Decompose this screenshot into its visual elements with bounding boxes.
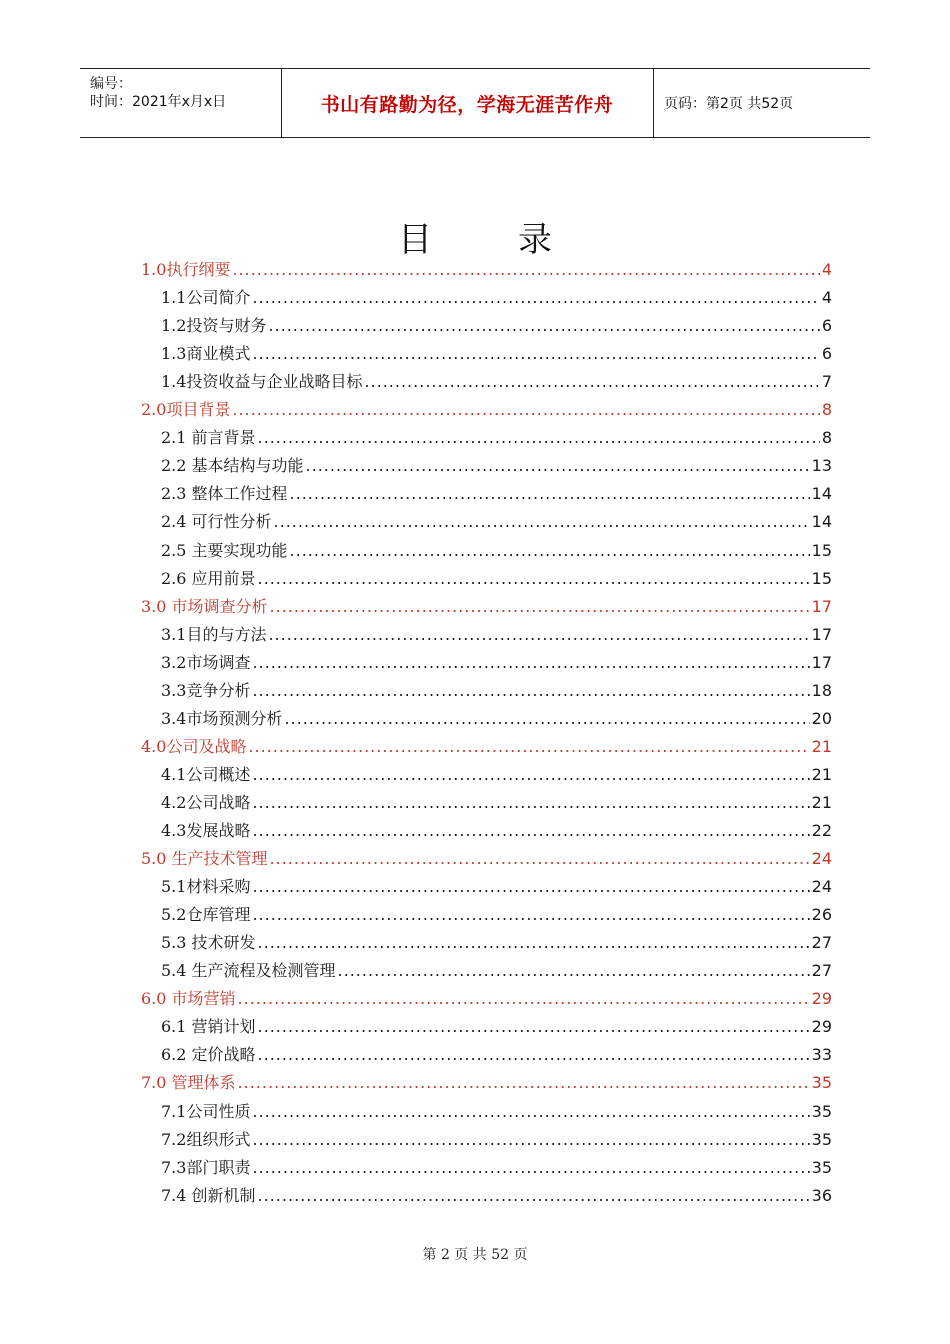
toc-leader-dots: [238, 985, 810, 1013]
toc-entry-subsection[interactable]: [161, 508, 832, 536]
toc-entry-label: 7.0 管理体系: [141, 1073, 236, 1093]
toc-leader-dots: [290, 480, 810, 508]
toc-leader-dots: [252, 1154, 809, 1182]
header-motto-cell: [281, 69, 654, 137]
toc-entry-label: 1.0执行纲要: [141, 260, 231, 279]
toc-entry-page: 35: [811, 1129, 832, 1149]
toc-entry-subsection[interactable]: [161, 1013, 832, 1041]
toc-leader-dots: [248, 733, 809, 761]
toc-entry-page: 14: [811, 484, 832, 504]
toc-entry-label: 2.1 前言背景: [161, 428, 256, 448]
toc-entry-subsection[interactable]: [161, 1126, 832, 1154]
toc-entry-subsection[interactable]: [161, 677, 832, 705]
toc-entry-section[interactable]: [141, 985, 832, 1013]
toc-entry-subsection[interactable]: [161, 312, 832, 340]
toc-entry-label: 2.5 主要实现功能: [161, 540, 288, 560]
toc-entry-page: 4: [821, 288, 832, 308]
toc-entry-page: 15: [811, 568, 832, 588]
page-label: 页码：第2页 共52页: [664, 96, 794, 112]
toc-entry-page: 8: [821, 400, 832, 420]
toc-leader-dots: [290, 537, 810, 565]
toc-leader-dots: [364, 368, 819, 396]
toc-leader-dots: [268, 621, 809, 649]
toc-entry-page: 35: [811, 1157, 832, 1177]
motto: 书山有路勤为径，学海无涯苦作舟: [320, 93, 614, 116]
toc-entry-subsection[interactable]: [161, 957, 832, 985]
header-meta-cell: [80, 69, 282, 137]
toc-entry-subsection[interactable]: [161, 1041, 832, 1069]
number-label: 编号：: [90, 76, 132, 92]
toc-entry-label: 5.0 生产技术管理: [141, 849, 268, 869]
toc-entry-page: 24: [811, 877, 832, 897]
toc-entry-section[interactable]: [141, 845, 832, 873]
toc-entry-label: 2.2 基本结构与功能: [161, 456, 304, 476]
toc-entry-page: 24: [811, 849, 832, 869]
toc-entry-page: 15: [811, 540, 832, 560]
document-header: [80, 68, 870, 138]
toc-entry-subsection[interactable]: [161, 1182, 832, 1210]
toc-entry-subsection[interactable]: [161, 340, 832, 368]
toc-leader-dots: [270, 845, 810, 873]
toc-entry-page: 8: [821, 428, 832, 448]
toc-leader-dots: [252, 284, 819, 312]
toc-entry-page: 6: [821, 316, 832, 336]
toc-leader-dots: [270, 593, 810, 621]
toc-entry-label: 1.4投资收益与企业战略目标: [161, 372, 363, 392]
toc-entry-subsection[interactable]: [161, 901, 832, 929]
toc-leader-dots: [252, 789, 809, 817]
toc-entry-page: 26: [811, 905, 832, 925]
toc-entry-page: 21: [811, 764, 832, 784]
toc-leader-dots: [252, 677, 809, 705]
header-page-cell: [654, 69, 870, 137]
toc-leader-dots: [258, 929, 810, 957]
toc-entry-label: 6.1 营销计划: [161, 1017, 256, 1037]
toc-entry-page: 14: [811, 512, 832, 532]
time-label: 时间：2021年x月x日: [90, 94, 227, 110]
toc-entry-section[interactable]: [141, 733, 832, 761]
toc-leader-dots: [252, 1098, 809, 1126]
page-footer: 第 2 页 共 52 页: [422, 1247, 528, 1263]
toc-entry-page: 18: [811, 680, 832, 700]
toc-leader-dots: [338, 957, 810, 985]
toc-entry-label: 6.2 定价战略: [161, 1045, 256, 1065]
toc-entry-page: 33: [811, 1045, 832, 1065]
toc-entry-section[interactable]: [141, 256, 832, 284]
toc-entry-subsection[interactable]: [161, 649, 832, 677]
toc-entry-label: 4.2公司战略: [161, 792, 251, 812]
toc-entry-label: 7.3部门职责: [161, 1157, 251, 1177]
toc-leader-dots: [258, 1041, 810, 1069]
toc-entry-label: 5.2仓库管理: [161, 905, 251, 925]
toc-entry-label: 3.2市场调查: [161, 652, 251, 672]
toc-entry-page: 17: [811, 624, 832, 644]
toc-entry-label: 1.1公司简介: [161, 288, 251, 308]
toc-leader-dots: [232, 396, 819, 424]
toc-entry-label: 7.1公司性质: [161, 1101, 251, 1121]
toc-leader-dots: [238, 1069, 810, 1097]
toc-entry-page: 35: [811, 1073, 832, 1093]
toc-leader-dots: [252, 873, 809, 901]
toc-entry-label: 7.4 创新机制: [161, 1185, 256, 1205]
toc-leader-dots: [258, 1013, 810, 1041]
toc-entry-page: 35: [811, 1101, 832, 1121]
toc-entry-subsection[interactable]: [161, 705, 832, 733]
toc-entry-subsection[interactable]: [161, 761, 832, 789]
toc-entry-subsection[interactable]: [161, 789, 832, 817]
toc-entry-label: 3.0 市场调查分析: [141, 596, 268, 616]
toc-leader-dots: [252, 1126, 809, 1154]
toc-entry-page: 29: [811, 989, 832, 1009]
toc-entry-page: 4: [821, 260, 832, 279]
toc-entry-section[interactable]: [141, 1069, 832, 1097]
toc-entry-subsection[interactable]: [161, 368, 832, 396]
toc-entry-subsection[interactable]: [161, 424, 832, 452]
toc-leader-dots: [252, 761, 809, 789]
toc-entry-page: 6: [821, 344, 832, 364]
toc-leader-dots: [232, 256, 819, 284]
toc-entry-subsection[interactable]: [161, 817, 832, 845]
toc-entry-label: 5.3 技术研发: [161, 933, 256, 953]
toc-entry-label: 2.0项目背景: [141, 400, 231, 420]
toc-entry-subsection[interactable]: [161, 537, 832, 565]
toc-entry-subsection[interactable]: [161, 480, 832, 508]
toc-entry-page: 17: [811, 596, 832, 616]
toc-entry-subsection[interactable]: [161, 284, 832, 312]
toc-entry-page: 21: [811, 792, 832, 812]
toc-entry-label: 3.3竞争分析: [161, 680, 251, 700]
toc-entry-page: 22: [811, 821, 832, 840]
toc-entry-label: 7.2组织形式: [161, 1129, 251, 1149]
toc-entry-section[interactable]: [141, 593, 832, 621]
toc-entry-subsection[interactable]: [161, 565, 832, 593]
toc-entry-page: 36: [811, 1185, 832, 1205]
toc-entry-subsection[interactable]: [161, 452, 832, 480]
toc-leader-dots: [268, 312, 819, 340]
toc-leader-dots: [258, 424, 820, 452]
toc-entry-section[interactable]: [141, 396, 832, 424]
toc-entry-page: 20: [811, 708, 832, 728]
toc-entry-label: 4.3发展战略: [161, 821, 251, 840]
toc-title: 目录: [398, 220, 638, 260]
toc-leader-dots: [258, 1182, 810, 1210]
toc-entry-label: 1.2投资与财务: [161, 316, 267, 336]
toc-leader-dots: [274, 508, 810, 536]
toc-entry-label: 1.3商业模式: [161, 344, 251, 364]
toc-entry-page: 13: [811, 456, 832, 476]
toc-entry-label: 2.4 可行性分析: [161, 512, 272, 532]
toc-entry-page: 27: [811, 933, 832, 953]
toc-entry-page: 21: [811, 736, 832, 756]
toc-leader-dots: [306, 452, 810, 480]
toc-entry-subsection[interactable]: [161, 929, 832, 957]
toc-entry-label: 5.4 生产流程及检测管理: [161, 961, 336, 981]
toc-entry-subsection[interactable]: [161, 1154, 832, 1182]
toc-entry-label: 3.4市场预测分析: [161, 708, 283, 728]
toc-entry-label: 6.0 市场营销: [141, 989, 236, 1009]
toc-leader-dots: [252, 649, 809, 677]
toc-entry-subsection[interactable]: [161, 1098, 832, 1126]
toc-entry-label: 5.1材料采购: [161, 877, 251, 897]
toc-entry-page: 27: [811, 961, 832, 981]
toc-leader-dots: [252, 817, 809, 845]
toc-leader-dots: [258, 565, 810, 593]
toc-leader-dots: [252, 340, 819, 368]
toc-entry-page: 17: [811, 652, 832, 672]
toc-entry-page: 7: [821, 372, 832, 392]
toc-entry-page: 29: [811, 1017, 832, 1037]
toc-entry-label: 2.3 整体工作过程: [161, 484, 288, 504]
toc-entry-label: 2.6 应用前景: [161, 568, 256, 588]
toc-entry-label: 4.1公司概述: [161, 764, 251, 784]
toc-entry-label: 3.1目的与方法: [161, 624, 267, 644]
toc-entry-subsection[interactable]: [161, 621, 832, 649]
toc-leader-dots: [252, 901, 809, 929]
toc-entry-subsection[interactable]: [161, 873, 832, 901]
toc-entry-label: 4.0公司及战略: [141, 736, 247, 756]
toc-leader-dots: [284, 705, 809, 733]
